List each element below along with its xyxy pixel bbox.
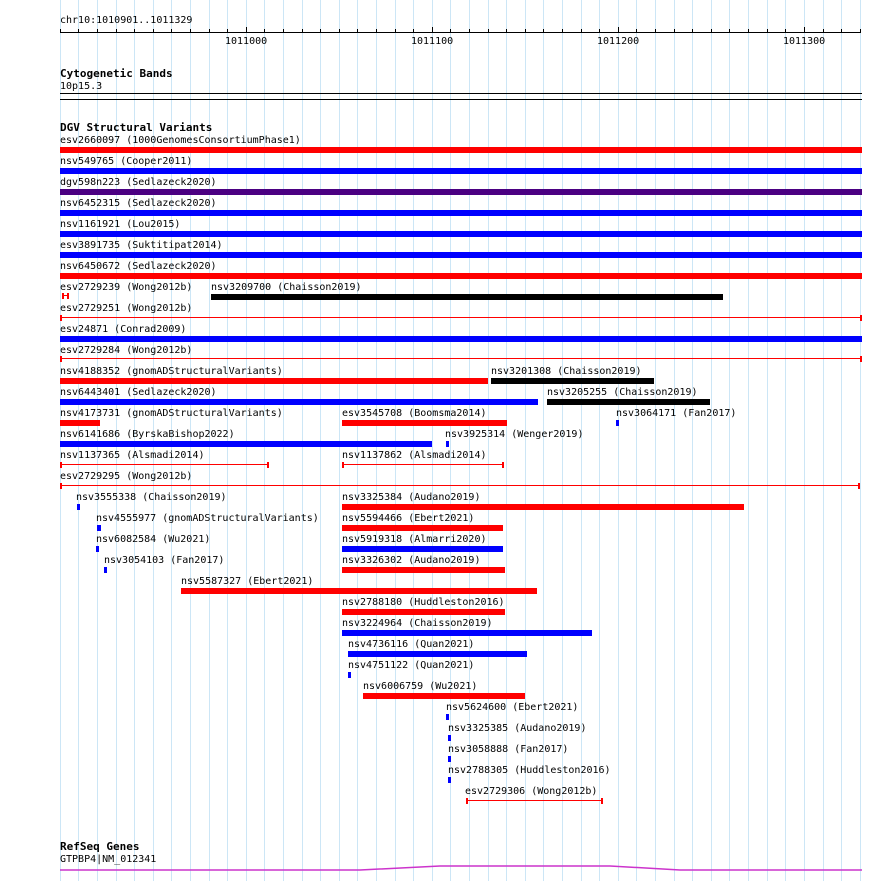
variant-cap-left [466, 798, 468, 804]
variant-label[interactable]: nsv6450672 (Sedlazeck2020) [60, 261, 217, 272]
variant-bar[interactable] [348, 672, 351, 678]
ruler-tick [227, 29, 228, 33]
variant-cap-left [60, 356, 62, 362]
variant-label[interactable]: nsv549765 (Cooper2011) [60, 156, 193, 167]
grid-line [804, 0, 805, 881]
variant-bar[interactable] [448, 777, 451, 783]
variant-label[interactable]: esv2729251 (Wong2012b) [60, 303, 193, 314]
variant-label[interactable]: nsv4173731 (gnomADStructuralVariants) [60, 408, 283, 419]
cytoband-label: 10p15.3 [60, 81, 103, 92]
variant-bar[interactable] [342, 525, 503, 531]
variant-bar[interactable] [96, 546, 99, 552]
ruler-tick [469, 29, 470, 33]
variant-bar[interactable] [60, 189, 862, 195]
variant-label[interactable]: nsv5624600 (Ebert2021) [446, 702, 579, 713]
ruler-tick [395, 29, 396, 33]
variant-line[interactable] [60, 317, 862, 318]
variant-label[interactable]: nsv6141686 (ByrskaBishop2022) [60, 429, 235, 440]
variant-label[interactable]: esv24871 (Conrad2009) [60, 324, 187, 335]
variant-bar[interactable] [348, 651, 527, 657]
ruler-tick [376, 29, 377, 33]
grid-line [823, 0, 824, 881]
variant-label[interactable]: nsv6006759 (Wu2021) [363, 681, 478, 692]
variant-bar[interactable] [363, 693, 525, 699]
variant-bar[interactable] [342, 420, 507, 426]
variant-label[interactable]: nsv6452315 (Sedlazeck2020) [60, 198, 217, 209]
variant-bar[interactable] [60, 168, 862, 174]
variant-label[interactable]: nsv1161921 (Lou2015) [60, 219, 181, 230]
variant-label[interactable]: nsv3054103 (Fan2017) [104, 555, 225, 566]
variant-label[interactable]: nsv3209700 (Chaisson2019) [211, 282, 362, 293]
grid-line [618, 0, 619, 881]
ruler-tick [171, 29, 172, 33]
variant-cap-right [502, 462, 504, 468]
grid-line [674, 0, 675, 881]
variant-bar[interactable] [211, 294, 723, 300]
variant-label[interactable]: nsv6443401 (Sedlazeck2020) [60, 387, 217, 398]
variant-bar[interactable] [77, 504, 80, 510]
variant-cap-left [60, 462, 62, 468]
ruler-tick [748, 29, 749, 33]
variant-label[interactable]: esv3545708 (Boomsma2014) [342, 408, 487, 419]
variant-cap-left [60, 483, 62, 489]
variant-label[interactable]: nsv2788180 (Huddleston2016) [342, 597, 505, 608]
ruler-tick [264, 29, 265, 33]
variant-label[interactable]: nsv3555338 (Chaisson2019) [76, 492, 227, 503]
track-title-cytoband[interactable]: Cytogenetic Bands [60, 67, 173, 80]
ruler-tick [432, 27, 433, 33]
variant-label[interactable]: dgv598n223 (Sedlazeck2020) [60, 177, 217, 188]
grid-line [767, 0, 768, 881]
ruler-tick [506, 29, 507, 33]
variant-label[interactable]: nsv4751122 (Quan2021) [348, 660, 475, 671]
position-label: chr10:1010901..1011329 [60, 15, 193, 26]
variant-line[interactable] [342, 464, 504, 465]
ruler-tick [562, 29, 563, 33]
variant-label[interactable]: esv2729284 (Wong2012b) [60, 345, 193, 356]
variant-bar[interactable] [60, 336, 862, 342]
ruler-tick [413, 29, 414, 33]
variant-label[interactable]: nsv3326302 (Audano2019) [342, 555, 481, 566]
variant-cap-left [342, 462, 344, 468]
variant-bar[interactable] [448, 756, 451, 762]
variant-cap-left [62, 293, 64, 299]
ruler-tick [804, 27, 805, 33]
ruler-tick [581, 29, 582, 33]
ruler-tick [450, 29, 451, 33]
variant-bar[interactable] [60, 231, 862, 237]
grid-line [655, 0, 656, 881]
variant-label[interactable]: nsv5594466 (Ebert2021) [342, 513, 475, 524]
variant-bar[interactable] [446, 441, 449, 447]
variant-label[interactable]: esv3891735 (Suktitipat2014) [60, 240, 223, 251]
variant-bar[interactable] [60, 420, 100, 426]
variant-cap-left [60, 315, 62, 321]
ruler-tick [357, 29, 358, 33]
grid-line [711, 0, 712, 881]
ruler-tick [190, 29, 191, 33]
ruler-tick [116, 29, 117, 33]
ruler-tick [134, 29, 135, 33]
variant-bar[interactable] [342, 504, 744, 510]
variant-bar[interactable] [448, 735, 451, 741]
ruler-tick [153, 29, 154, 33]
variant-label[interactable]: nsv3325385 (Audano2019) [448, 723, 587, 734]
variant-bar[interactable] [616, 420, 619, 426]
variant-label[interactable]: nsv6082584 (Wu2021) [96, 534, 211, 545]
gene-label[interactable]: GTPBP4|NM_012341 [60, 854, 157, 865]
cytoband-bar-top [60, 93, 862, 94]
variant-label[interactable]: nsv4555977 (gnomADStructuralVariants) [96, 513, 319, 524]
ruler-tick [785, 29, 786, 33]
variant-bar[interactable] [491, 378, 654, 384]
variant-bar[interactable] [60, 273, 862, 279]
variant-line[interactable] [466, 800, 603, 801]
ruler-tick [339, 29, 340, 33]
ruler-tick [841, 29, 842, 33]
variant-cap-right [858, 483, 860, 489]
variant-label[interactable]: nsv3064171 (Fan2017) [616, 408, 737, 419]
ruler-label: 1011100 [411, 36, 454, 47]
variant-bar[interactable] [60, 399, 538, 405]
ruler-tick [636, 29, 637, 33]
grid-line [841, 0, 842, 881]
ruler-tick [618, 27, 619, 33]
variant-cap-right [267, 462, 269, 468]
variant-label[interactable]: nsv3925314 (Wenger2019) [445, 429, 584, 440]
ruler-tick [283, 29, 284, 33]
grid-line [692, 0, 693, 881]
variant-bar[interactable] [181, 588, 537, 594]
variant-bar[interactable] [60, 378, 488, 384]
ruler-tick [860, 29, 861, 33]
ruler-tick [655, 29, 656, 33]
variant-bar[interactable] [60, 147, 862, 153]
variant-label[interactable]: nsv5587327 (Ebert2021) [181, 576, 314, 587]
grid-line [860, 0, 861, 881]
variant-bar[interactable] [342, 609, 505, 615]
variant-cap-right [67, 293, 69, 299]
variant-label[interactable]: nsv1137862 (Alsmadi2014) [342, 450, 487, 461]
ruler-tick [488, 29, 489, 33]
variant-bar[interactable] [60, 210, 862, 216]
variant-bar[interactable] [547, 399, 710, 405]
variant-bar[interactable] [342, 567, 505, 573]
variant-label[interactable]: nsv3058888 (Fan2017) [448, 744, 569, 755]
grid-line [581, 0, 582, 881]
variant-cap-right [601, 798, 603, 804]
variant-label[interactable]: nsv3205255 (Chaisson2019) [547, 387, 698, 398]
variant-label[interactable]: nsv4736116 (Quan2021) [348, 639, 475, 650]
variant-label[interactable]: nsv2788305 (Huddleston2016) [448, 765, 611, 776]
variant-label[interactable]: esv2729306 (Wong2012b) [465, 786, 598, 797]
grid-line [599, 0, 600, 881]
variant-label[interactable]: nsv3325384 (Audano2019) [342, 492, 481, 503]
ruler-label: 1011000 [225, 36, 268, 47]
variant-bar[interactable] [60, 441, 432, 447]
grid-line [785, 0, 786, 881]
ruler-tick [599, 29, 600, 33]
ruler-tick [674, 29, 675, 33]
variant-label[interactable]: nsv4188352 (gnomADStructuralVariants) [60, 366, 283, 377]
ruler-tick [97, 29, 98, 33]
variant-label[interactable]: nsv1137365 (Alsmadi2014) [60, 450, 205, 461]
ruler-axis [60, 32, 861, 33]
gene-model[interactable] [60, 862, 862, 874]
ruler-label: 1011300 [783, 36, 826, 47]
ruler-tick [60, 29, 61, 33]
variant-label[interactable]: nsv5919318 (Almarri2020) [342, 534, 487, 545]
grid-line [432, 0, 433, 881]
ruler-tick [543, 29, 544, 33]
ruler-tick [823, 29, 824, 33]
grid-line [729, 0, 730, 881]
variant-bar[interactable] [342, 546, 503, 552]
ruler-tick [692, 29, 693, 33]
variant-line[interactable] [60, 464, 269, 465]
ruler-tick [525, 29, 526, 33]
ruler-tick [711, 29, 712, 33]
variant-bar[interactable] [446, 714, 449, 720]
track-title-refseq[interactable]: RefSeq Genes [60, 840, 140, 853]
variant-label[interactable]: nsv3224964 (Chaisson2019) [342, 618, 493, 629]
ruler-tick [209, 29, 210, 33]
variant-bar[interactable] [60, 252, 862, 258]
variant-bar[interactable] [97, 525, 101, 531]
variant-label[interactable]: nsv3201308 (Chaisson2019) [491, 366, 642, 377]
ruler-tick [302, 29, 303, 33]
track-title-dgv[interactable]: DGV Structural Variants [60, 121, 213, 134]
cytoband-bar-bottom [60, 99, 862, 100]
ruler-tick [729, 29, 730, 33]
variant-bar[interactable] [104, 567, 107, 573]
ruler-tick [320, 29, 321, 33]
grid-line [748, 0, 749, 881]
variant-label[interactable]: esv2729295 (Wong2012b) [60, 471, 193, 482]
gene-line [60, 866, 862, 870]
variant-line[interactable] [60, 485, 860, 486]
ruler-tick [767, 29, 768, 33]
grid-line [636, 0, 637, 881]
variant-cap-right [860, 315, 862, 321]
ruler-label: 1011200 [597, 36, 640, 47]
variant-line[interactable] [60, 358, 862, 359]
variant-bar[interactable] [342, 630, 592, 636]
variant-label[interactable]: esv2660097 (1000GenomesConsortiumPhase1) [60, 135, 301, 146]
ruler-tick [246, 27, 247, 33]
ruler-tick [78, 29, 79, 33]
variant-cap-right [860, 356, 862, 362]
variant-label[interactable]: esv2729239 (Wong2012b) [60, 282, 193, 293]
